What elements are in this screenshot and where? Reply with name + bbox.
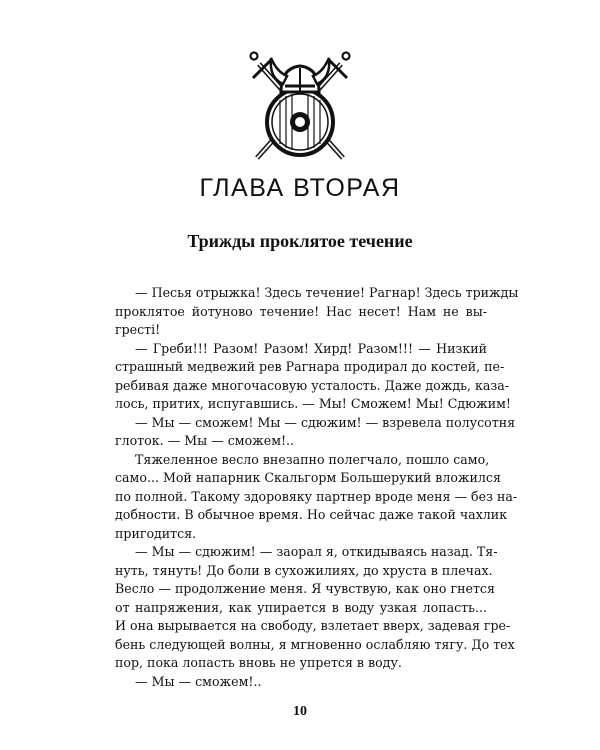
text-line: добности. В обычное время. Но сейчас даже такой чахлик (115, 507, 508, 522)
viking-emblem-icon (245, 40, 355, 172)
text-line: пригодится. (115, 525, 197, 541)
text-line: — Мы — сможем! Мы — сдюжим! — взревела полусотня (135, 414, 516, 430)
text-line: Весло — продолжение меня. Я чувствую, как оно гнется (115, 581, 495, 596)
text-line: нуть, тянуть! До боли в сухожилиях, до хруста в плечах. (115, 562, 493, 578)
body-text (115, 284, 519, 691)
text-line: страшный медвежий рев Рагнара продирал до костей, пе- (115, 359, 505, 374)
text-line: — Песья отрыжка! Здесь течение! Рагнар! Здесь трижды (135, 285, 519, 300)
chapter-subtitle: Трижды проклятое течение (187, 231, 413, 251)
page-number: 10 (293, 704, 307, 719)
text-line: — Мы — сможем!.. (135, 673, 262, 689)
text-line: проклятое йотуново течение! Нас несет! Нам не вы- (115, 303, 487, 319)
text-line: И она вырывается на свободу, взлетает вверх, задевая гре- (115, 618, 511, 633)
text-line: — Греби!!! Разом! Разом! Хирд! Разом!!! — Низкий (135, 340, 487, 356)
text-line: от напряжения, как упирается в воду узкая лопасть... (115, 599, 487, 615)
text-line: — Мы — сдюжим! — заорал я, откидываясь назад. Тя- (135, 544, 498, 559)
text-line: лось, притих, испугавшись. — Мы! Сможем! Мы! Сдюжим! (115, 396, 511, 411)
text-line: глоток. — Мы — сможем!.. (115, 433, 295, 448)
text-line: гресті! (115, 322, 161, 337)
text-line: по полной. Такому здоровяку партнер вроде меня — без на- (115, 488, 518, 504)
text-line: само... Мой напарник Скальгорм Большерукий вложился (115, 470, 501, 485)
text-line: Тяжеленное весло внезапно полегчало, пошло само, (135, 451, 490, 467)
text-line: пор, пока лопасть вновь не упрется в воду. (115, 655, 402, 670)
chapter-title: ГЛАВА ВТОРАЯ (199, 174, 401, 202)
text-line: бень следующей волны, я мгновенно ослабляю тягу. До тех (115, 636, 515, 652)
text-line: ребивая даже многочасовую усталость. Даже дождь, каза- (115, 377, 509, 393)
